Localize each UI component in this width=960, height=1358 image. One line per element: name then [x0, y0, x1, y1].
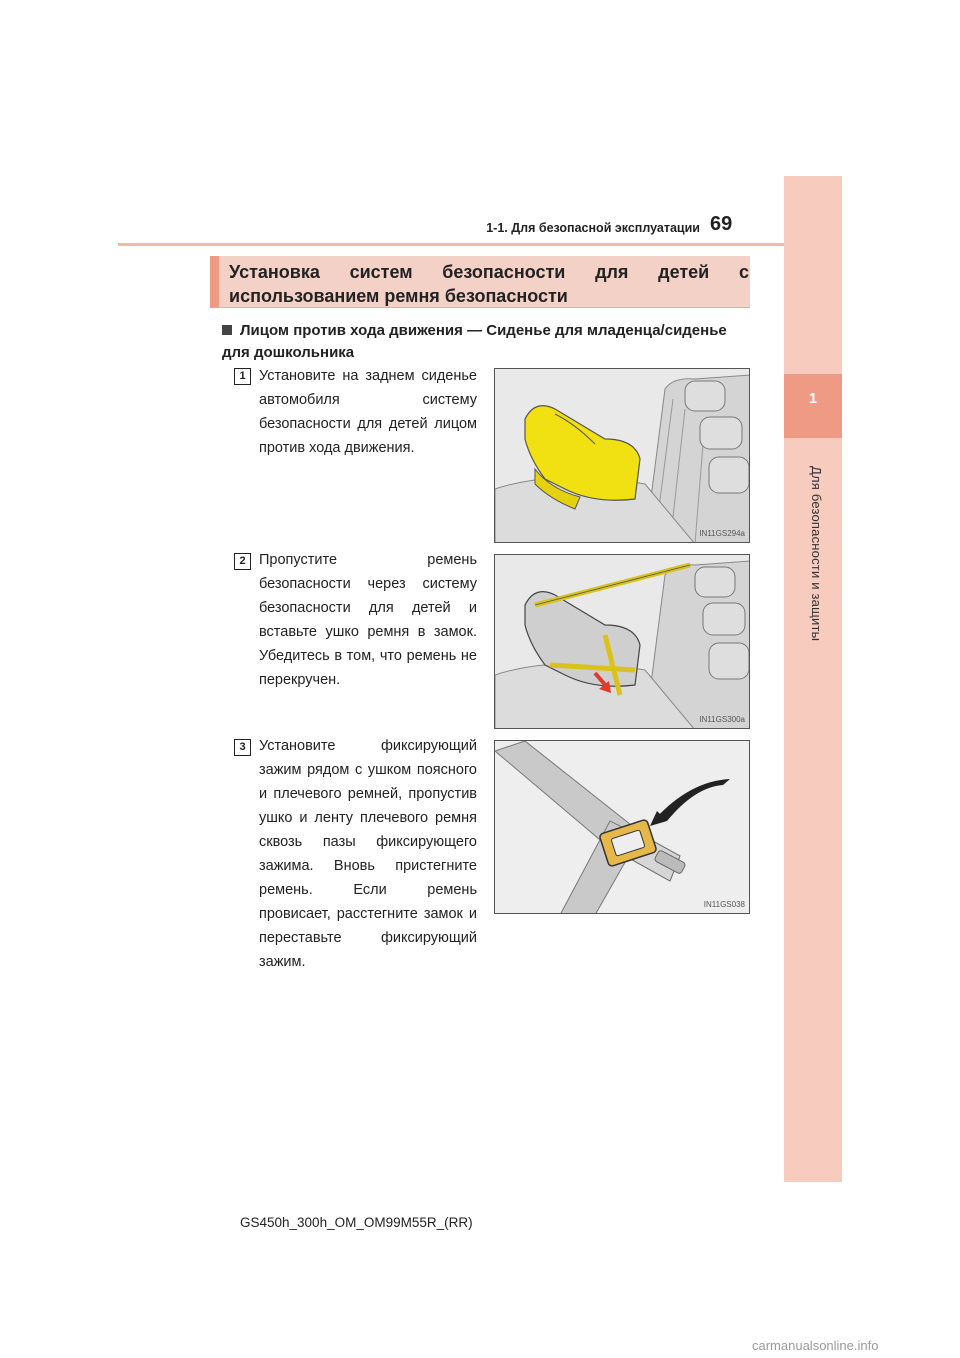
watermark: carmanualsonline.info — [752, 1338, 879, 1353]
subheading-text: Лицом против хода движения — Сиденье для младенца/сиденье для дошкольника — [222, 322, 727, 361]
section-title: Установка систем безопасности для детей с использованием ремня безопасности — [229, 262, 749, 306]
figure-1-child-seat — [494, 368, 750, 543]
chapter-number: 1 — [808, 390, 818, 407]
belt-routing-illustration — [495, 555, 750, 729]
figure-2-code: IN11GS300a — [699, 715, 745, 724]
footer-manual-code: GS450h_300h_OM_OM99M55R_(RR) — [240, 1215, 473, 1230]
section-label: 1-1. Для безопасной эксплуатации — [486, 221, 700, 235]
chapter-side-tab — [784, 176, 842, 1182]
header-divider — [118, 243, 784, 246]
figure-3-locking-clip — [494, 740, 750, 914]
subheading — [222, 320, 752, 364]
bullet-square-icon — [222, 325, 232, 335]
step-3-number: 3 — [234, 739, 251, 756]
page-number: 69 — [710, 213, 733, 235]
step-1-number: 1 — [234, 368, 251, 385]
figure-3-code: IN11GS038 — [703, 900, 745, 909]
step-2-text: Пропустите ремень безопасности через систему безопасности для детей и вставьте ушко ремня в замок. Убедитесь в том, что ремень не перекручен. — [259, 552, 477, 688]
figure-2-belt-routing — [494, 554, 750, 729]
locking-clip-illustration — [495, 741, 750, 914]
step-3-text: Установите фиксирующий зажим рядом с ушком поясного и плечевого ремней, пропустив ушко и ленту плечевого ремня сквозь пазы фиксирующего зажима. Вновь пристегните ремень. Если ремень провисает, расстегните замок и переставьте фиксирующий зажим. — [259, 738, 477, 970]
step-1-text: Установите на заднем сиденье автомобиля систему безопасности для детей лицом против хода движения. — [259, 368, 477, 456]
rear-seat-child-seat-illustration — [495, 369, 750, 543]
step-2-number: 2 — [234, 553, 251, 570]
chapter-title: Для безопасности и защиты — [809, 466, 824, 642]
figure-1-code: IN11GS294a — [699, 529, 745, 538]
section-title-box — [210, 256, 750, 308]
